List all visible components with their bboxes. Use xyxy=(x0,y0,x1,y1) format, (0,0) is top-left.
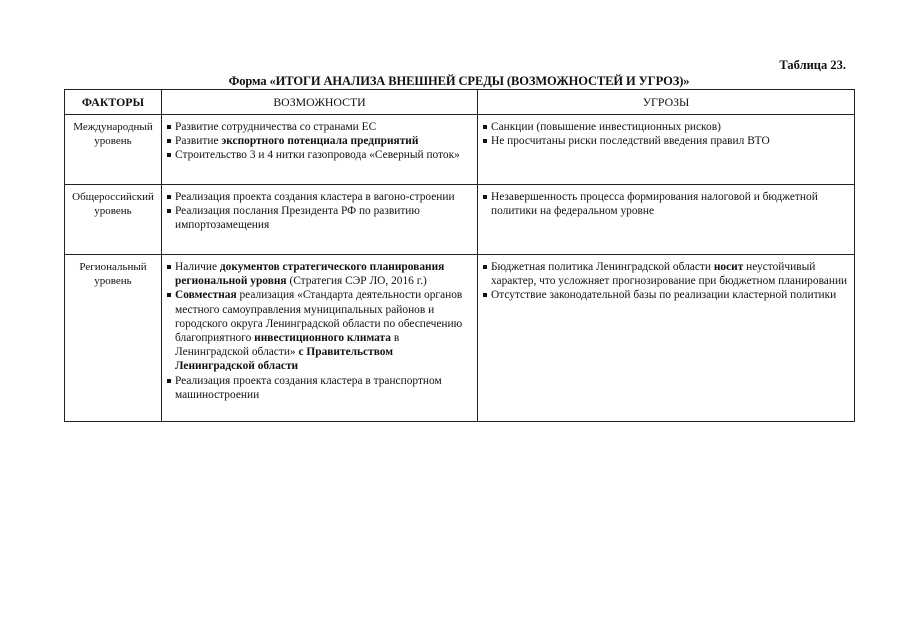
threats-cell xyxy=(478,115,855,185)
bold-text: Совместная xyxy=(175,289,237,302)
bold-text: документов стратегического планирования региональной уровня xyxy=(175,261,445,288)
list-item xyxy=(166,204,473,232)
opportunities-list xyxy=(166,120,473,163)
list-item xyxy=(166,134,473,148)
threats-list xyxy=(482,260,850,303)
text: Отсутствие законодательной базы по реализации кластерной политики xyxy=(491,289,837,302)
list-item xyxy=(482,260,850,288)
list-item xyxy=(482,190,850,218)
header-threats: УГРОЗЫ xyxy=(478,90,855,115)
bold-text: инвестиционного климата xyxy=(254,332,391,345)
list-item xyxy=(166,374,473,402)
table-row xyxy=(65,255,855,422)
text: Не просчитаны риски последствий введения правил ВТО xyxy=(491,135,770,148)
factor-cell: Общероссийский уровень xyxy=(65,185,162,255)
opportunities-list xyxy=(166,190,473,233)
factor-cell: Региональный уровень xyxy=(65,255,162,422)
text: Незавершенность процесса формирования налоговой и бюджетной политики на федеральном уровне xyxy=(491,191,818,218)
bold-text: экспортного потенциала предприятий xyxy=(221,135,419,148)
opportunities-cell xyxy=(162,255,478,422)
threats-cell xyxy=(478,185,855,255)
list-item xyxy=(482,134,850,148)
list-item xyxy=(166,148,473,162)
list-item xyxy=(166,190,473,204)
opportunities-cell xyxy=(162,185,478,255)
list-item xyxy=(166,288,473,373)
header-row xyxy=(65,90,855,115)
form-title: Форма «ИТОГИ АНАЛИЗА ВНЕШНЕЙ СРЕДЫ (ВОЗМОЖНОСТЕЙ И УГРОЗ)» xyxy=(228,74,690,88)
text: Наличие xyxy=(175,261,220,273)
table-row xyxy=(65,185,855,255)
text: Реализация проекта создания кластера в транспортном машиностроении xyxy=(175,374,442,401)
text: Развитие сотрудничества со странами ЕС xyxy=(175,121,377,133)
list-item xyxy=(482,120,850,134)
threats-list xyxy=(482,120,850,148)
threats-cell xyxy=(478,255,855,422)
analysis-table xyxy=(64,89,855,422)
text: реализация «Стандарта деятельности органов местного самоуправления муниципальных районов и городского округа Ленинградской области по обеспечению благоприятного xyxy=(175,289,463,345)
factor-cell: Международный уровень xyxy=(65,115,162,185)
threats-list xyxy=(482,190,850,218)
table-number-label: Таблица 23. xyxy=(779,58,846,72)
header-opportunities: ВОЗМОЖНОСТИ xyxy=(162,90,478,115)
text: Санкции (повышение инвестиционных рисков) xyxy=(491,121,721,133)
header-factors: ФАКТОРЫ xyxy=(65,90,162,115)
list-item xyxy=(166,260,473,288)
text: в Ленинградской области» xyxy=(175,332,400,359)
text: неустойчивый характер, что усложняет прогнозирование при бюджетном планировании xyxy=(491,261,848,288)
bold-text: с Правительством Ленинградской области xyxy=(175,346,394,373)
table-row xyxy=(65,115,855,185)
text: Развитие xyxy=(175,135,222,148)
text: (Стратегия СЭР ЛО, 2016 г.) xyxy=(286,275,427,288)
opportunities-cell xyxy=(162,115,478,185)
list-item xyxy=(166,120,473,134)
text: Реализация послания Президента РФ по развитию импортозамещения xyxy=(175,205,420,232)
text: Реализация проекта создания кластера в вагоно-строении xyxy=(175,191,455,203)
list-item xyxy=(482,288,850,302)
text: Бюджетная политика Ленинградской области xyxy=(491,261,714,273)
opportunities-list xyxy=(166,260,473,402)
bold-text: носит xyxy=(713,261,744,273)
text: Строительство 3 и 4 нитки газопровода «Северный поток» xyxy=(175,149,460,162)
